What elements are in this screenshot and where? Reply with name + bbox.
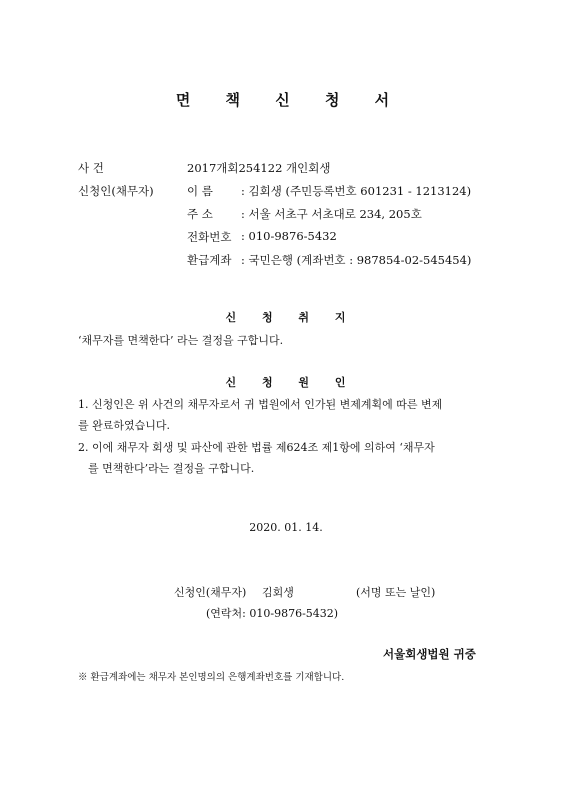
address-value: : 서울 서초구 서초대로 234, 205호 <box>241 207 422 221</box>
document-date: 2020. 01. 14. <box>249 521 323 534</box>
court-name: 서울회생법원 귀중 <box>383 647 476 661</box>
refund-value: : 국민은행 (계좌번호 : 987854-02-545454) <box>241 253 472 267</box>
document-title: 면 책 신 청 서 <box>175 91 405 109</box>
reason-2-line1: 2. 이에 채무자 회생 및 파산에 관한 법률 제624조 제1항에 의하여 ‘채무자 <box>78 441 435 454</box>
case-value: 2017개회254122 개인회생 <box>187 161 331 175</box>
refund-label: 환급계좌 <box>187 253 232 267</box>
signature-name: 김회생 <box>262 586 294 599</box>
case-label: 사 건 <box>78 161 104 175</box>
phone-label: 전화번호 <box>187 230 232 244</box>
footnote: ※ 환급계좌에는 채무자 본인명의의 은행계좌번호를 기재합니다. <box>78 672 345 683</box>
seal-note: (서명 또는 날인) <box>356 586 436 599</box>
reason-1-line2: 를 완료하였습니다. <box>78 419 171 432</box>
contact-info: (연락처: 010-9876-5432) <box>206 607 339 620</box>
address-label: 주 소 <box>187 207 213 221</box>
name-value: : 김회생 (주민등록번호 601231 - 1213124) <box>241 184 472 198</box>
signature-label: 신청인(채무자) <box>174 586 247 599</box>
reason-heading: 신 청 원 인 <box>225 376 357 389</box>
reason-1-line1: 1. 신청인은 위 사건의 채무자로서 귀 법원에서 인가된 변제계획에 따른 변제 <box>78 398 443 411</box>
purpose-text: ‘채무자를 면책한다’ 라는 결정을 구합니다. <box>78 334 284 347</box>
reason-2-line2: 를 면책한다’라는 결정을 구합니다. <box>88 462 255 475</box>
purpose-heading: 신 청 취 지 <box>225 311 357 324</box>
applicant-label: 신청인(채무자) <box>78 184 154 198</box>
phone-value: : 010-9876-5432 <box>241 229 337 243</box>
name-label: 이 름 <box>187 184 213 198</box>
